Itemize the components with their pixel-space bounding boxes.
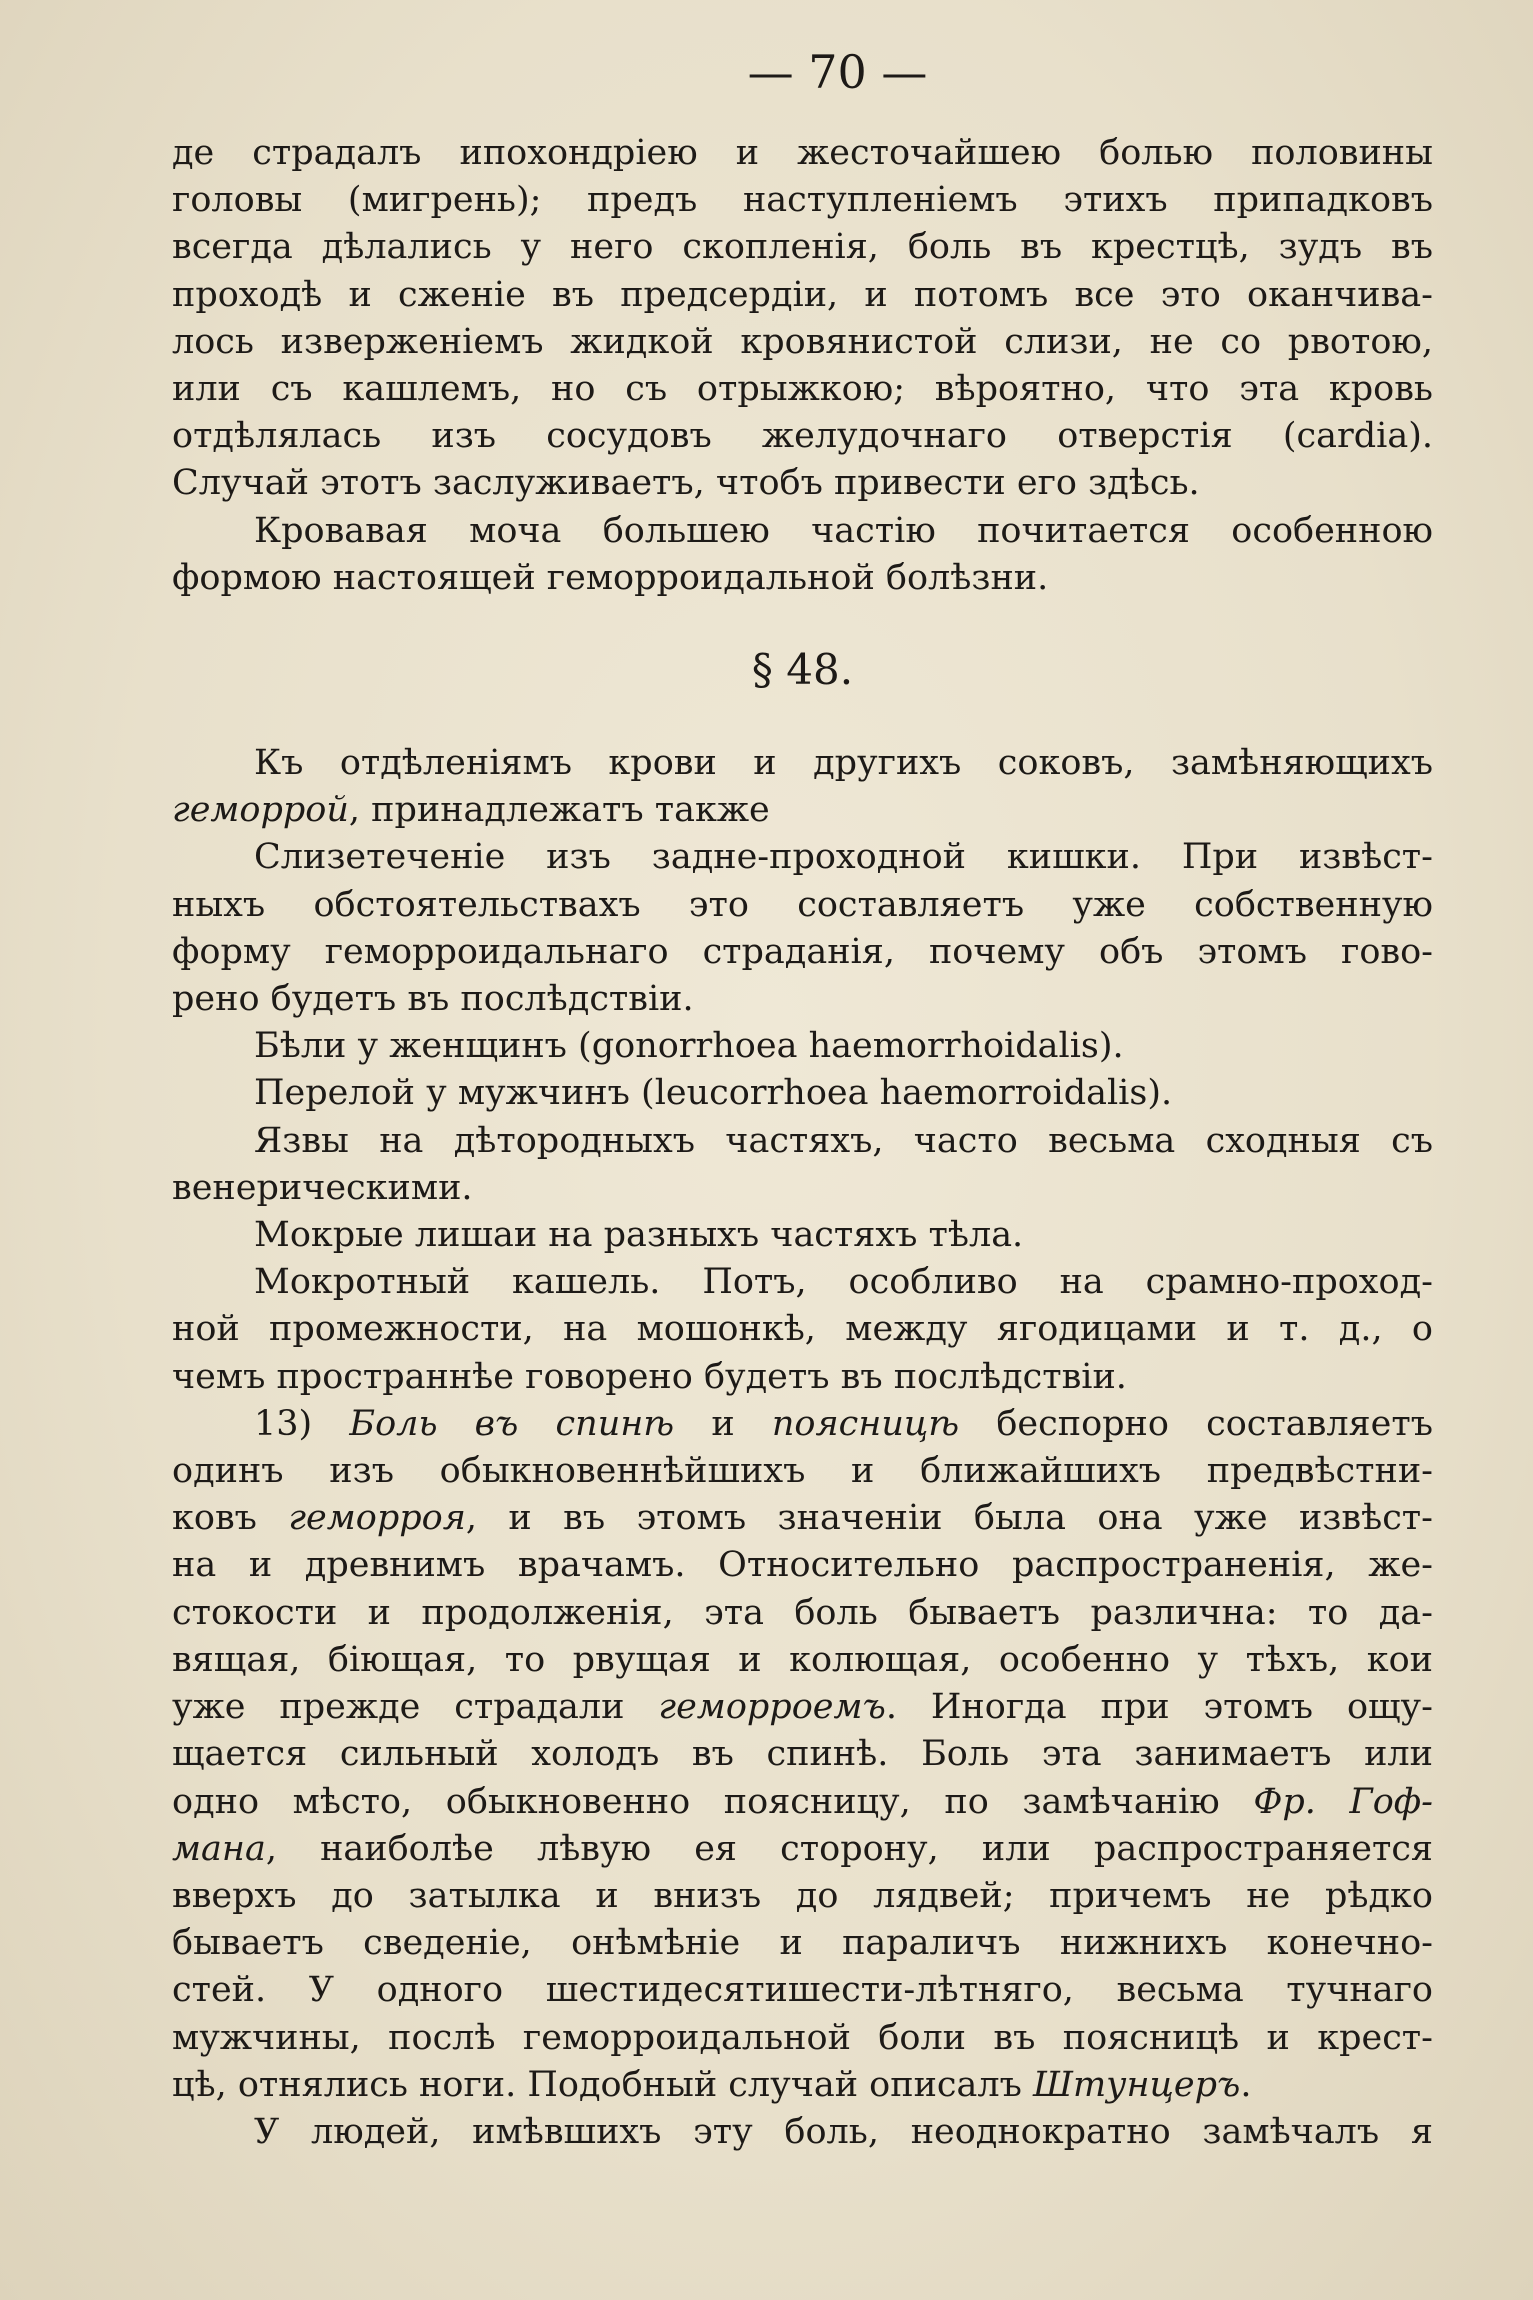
text-line: формою настоящей геморроидальной болѣзни.	[172, 557, 1049, 598]
text-line: Мокротный кашель. Потъ, особливо на срамно-проход-	[254, 1262, 1433, 1303]
italic-term: геморрой	[172, 790, 349, 831]
text-line: ной промежности, на мошонкѣ, между ягодицами и т. д., о	[172, 1309, 1433, 1350]
text-line: стокости и продолженія, эта боль бываетъ различна: то да-	[172, 1592, 1433, 1633]
text-run: одно мѣсто, обыкновенно поясницу, по замѣчанію	[172, 1781, 1254, 1822]
paragraph-7	[172, 1118, 1433, 1212]
text-run: цѣ, отнялись ноги. Подобный случай описалъ	[172, 2064, 1034, 2105]
text-line: на и древнимъ врачамъ. Относительно распространенія, же-	[172, 1545, 1433, 1586]
text-line: всегда дѣлались у него скопленія, боль въ крестцѣ, зудъ въ	[172, 227, 1433, 268]
paragraph-9	[172, 1259, 1433, 1401]
text-line: Кровавая моча большею частію почитается особенною	[254, 510, 1433, 551]
italic-term: Штунцеръ	[1033, 2064, 1241, 2105]
text-line: Случай этотъ заслуживаетъ, чтобъ привести его здѣсь.	[172, 463, 1200, 504]
text-line: Слизетеченіе изъ задне-проходной кишки. При извѣст-	[254, 837, 1433, 878]
text-line: ныхъ обстоятельствахъ это составляетъ уже собственную	[172, 884, 1433, 925]
italic-term: геморроемъ	[658, 1687, 886, 1728]
text-line: рено будетъ въ послѣдствіи.	[172, 979, 694, 1020]
text-line: Бѣли у женщинъ (gonorrhoea haemorrhoidalis).	[254, 1026, 1124, 1067]
text-line	[172, 1495, 1433, 1542]
paragraph-4	[172, 834, 1433, 1023]
text-line: одинъ изъ обыкновеннѣйшихъ и ближайшихъ предвѣстни-	[172, 1451, 1433, 1492]
text-run: .	[1240, 2064, 1252, 2105]
text-line	[172, 1684, 1433, 1731]
paragraph-6	[172, 1070, 1433, 1117]
text-line: чемъ пространнѣе говорено будетъ въ послѣдствіи.	[172, 1356, 1127, 1397]
text-line	[172, 1779, 1433, 1826]
text-line: форму геморроидальнаго страданія, почему объ этомъ гово-	[172, 931, 1433, 972]
text-run: , принадлежатъ также	[348, 790, 770, 831]
text-line: де страдалъ ипохондріею и жесточайшею болью половины	[172, 133, 1433, 173]
text-run: , и въ этомъ значеніи была она уже извѣст-	[465, 1498, 1433, 1539]
paragraph-10	[172, 1401, 1433, 2109]
text-run: и	[674, 1403, 772, 1444]
text-run: . Иногда при этомъ ощу-	[885, 1687, 1433, 1728]
text-run: , наиболѣе лѣвую ея сторону, или распространяется	[265, 1828, 1433, 1869]
page-number: — 70 —	[747, 45, 928, 99]
paragraph-2	[172, 508, 1433, 602]
text-line: головы (мигрень); предъ наступленіемъ этихъ припадковъ	[172, 180, 1433, 221]
text-line: мужчины, послѣ геморроидальной боли въ поясницѣ и крест-	[172, 2017, 1433, 2058]
text-line	[172, 1401, 1433, 1448]
text-line: Перелой у мужчинъ (leucorrhoea haemorroidalis).	[254, 1073, 1173, 1114]
text-line: Мокрые лишаи на разныхъ частяхъ тѣла.	[254, 1215, 1024, 1256]
text-line: проходѣ и сженіе въ предсердіи, и потомъ все это оканчива-	[172, 274, 1433, 315]
paragraph-5	[172, 1023, 1433, 1070]
text-line: стей. У одного шестидесятишести-лѣтняго, весьма тучнаго	[172, 1970, 1433, 2011]
text-line: или съ кашлемъ, но съ отрыжкою; вѣроятно, что эта кровь	[172, 369, 1433, 410]
text-run: беспорно составляетъ	[959, 1403, 1433, 1444]
text-line: Къ отдѣленіямъ крови и другихъ соковъ, замѣняющихъ	[254, 743, 1433, 784]
text-line	[172, 1826, 1433, 1873]
italic-term: геморроя	[288, 1498, 466, 1539]
text-line: венерическими.	[172, 1167, 473, 1208]
italic-term: Боль въ спинѣ	[349, 1403, 675, 1444]
text-line: У людей, имѣвшихъ эту боль, неоднократно замѣчалъ я	[254, 2111, 1433, 2152]
italic-term: Фр. Гоф-	[1253, 1781, 1433, 1822]
text-line: щается сильный холодъ въ спинѣ. Боль эта занимаетъ или	[172, 1734, 1433, 1775]
text-line: лось изверженіемъ жидкой кровянистой слизи, не со рвотою,	[172, 321, 1433, 362]
text-line	[172, 2062, 1433, 2109]
page-text	[172, 130, 1433, 2156]
text-line: отдѣлялась изъ сосудовъ желудочнаго отверстія (cardia).	[172, 416, 1433, 457]
text-line: бываетъ сведеніе, онѣмѣніе и параличъ нижнихъ конечно-	[172, 1923, 1433, 1964]
section-heading: § 48.	[751, 645, 854, 695]
text-line: вверхъ до затылка и внизъ до лядвей; причемъ не рѣдко	[172, 1875, 1433, 1916]
text-run: уже прежде страдали	[172, 1687, 659, 1728]
paragraph-1	[172, 130, 1433, 508]
paragraph-3	[172, 740, 1433, 834]
text-run: ковъ	[172, 1498, 289, 1539]
text-line: Язвы на дѣтородныхъ частяхъ, часто весьма сходныя съ	[254, 1120, 1433, 1161]
italic-term: мана	[172, 1828, 266, 1869]
text-run: 13)	[254, 1403, 350, 1444]
paragraph-11	[172, 2109, 1433, 2156]
italic-term: поясницѣ	[771, 1403, 960, 1444]
text-line: вящая, біющая, то рвущая и колющая, особенно у тѣхъ, кои	[172, 1639, 1433, 1680]
text-line	[172, 787, 1433, 834]
paragraph-8	[172, 1212, 1433, 1259]
